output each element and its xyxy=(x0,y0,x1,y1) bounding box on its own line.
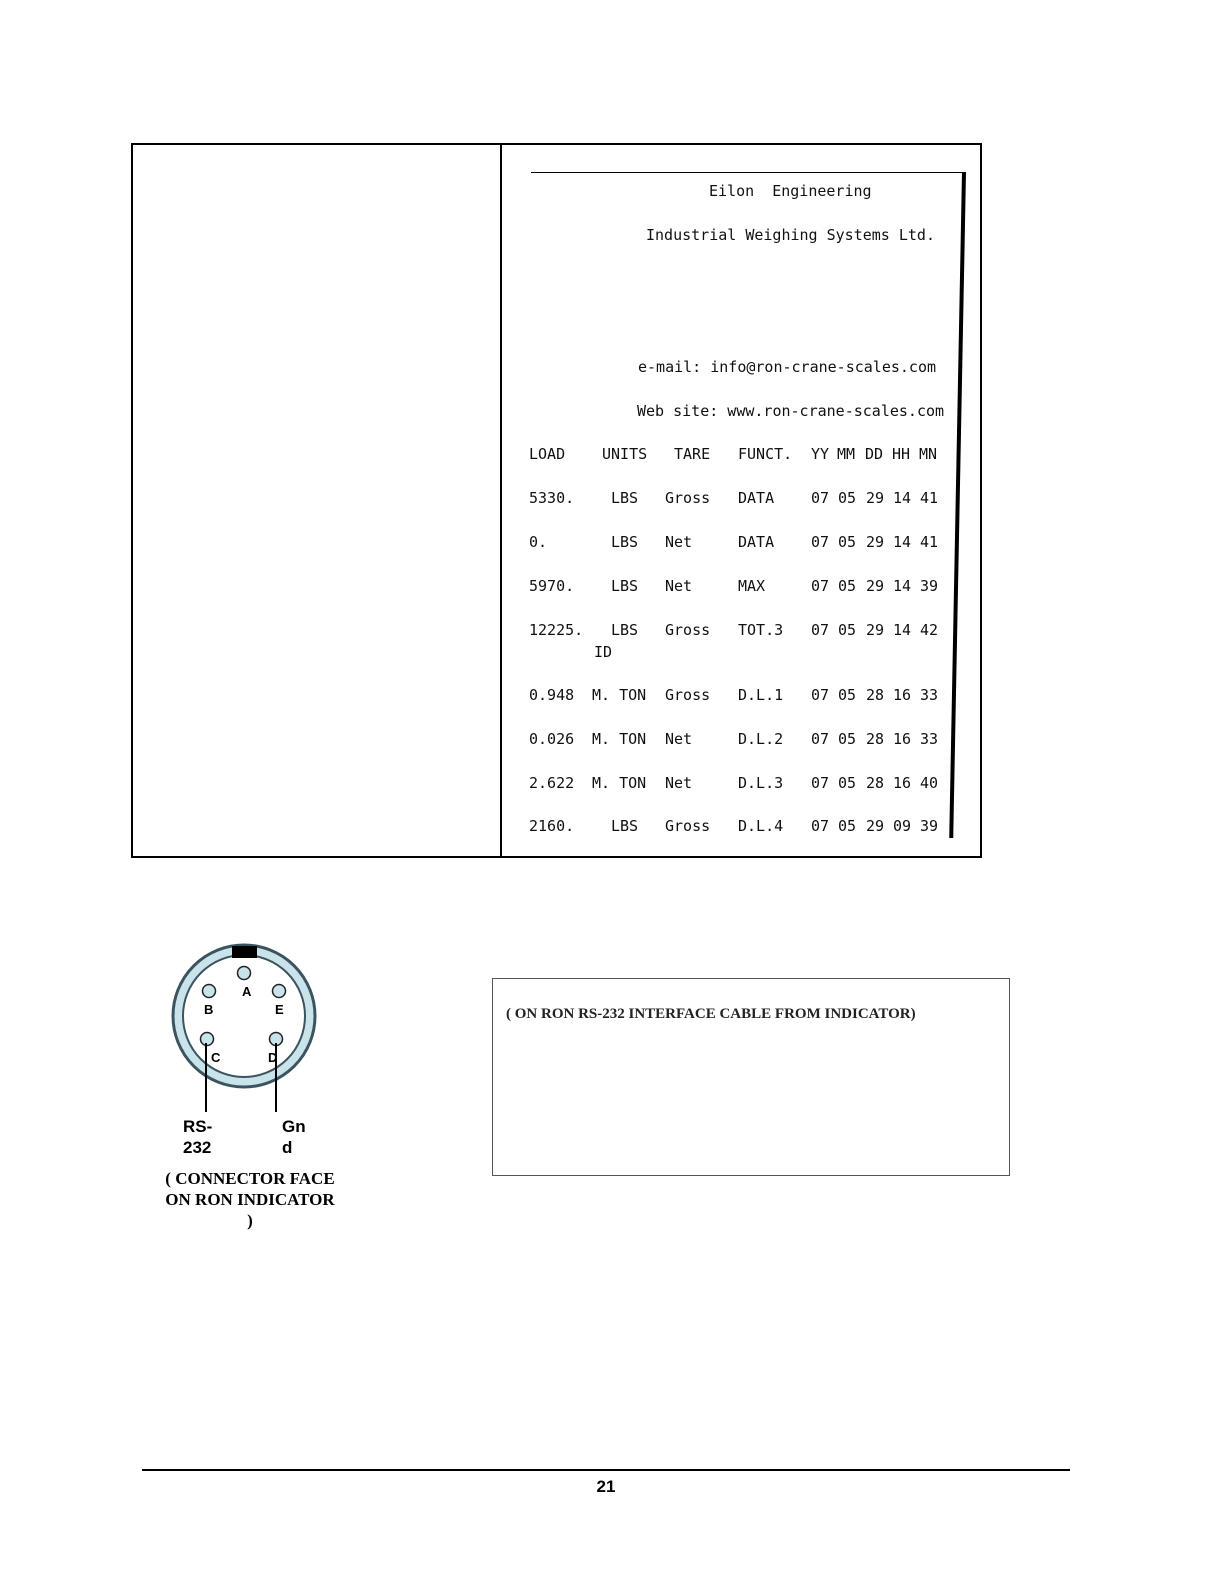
gnd-label-line2: d xyxy=(282,1138,293,1157)
printout-cell-mm: 05 xyxy=(838,817,857,835)
printout-cell-load: 0. xyxy=(529,533,548,551)
printout-cell-yy: 07 xyxy=(811,774,830,792)
printout-company: Eilon Engineering xyxy=(709,182,872,200)
printout-cell-tare: Net xyxy=(665,730,693,748)
table-column-divider xyxy=(500,145,502,856)
printout-cell-mm: 05 xyxy=(838,533,857,551)
connector-caption xyxy=(150,1168,350,1231)
header-dd: DD xyxy=(865,445,884,463)
header-funct: FUNCT. xyxy=(738,445,793,463)
printout-cell-mn: 33 xyxy=(920,686,939,704)
printout-cell-mn: 41 xyxy=(920,489,939,507)
header-load: LOAD xyxy=(529,445,566,463)
printout-cell-yy: 07 xyxy=(811,730,830,748)
printout-cell-yy: 07 xyxy=(811,577,830,595)
printout-cell-dd: 28 xyxy=(866,686,885,704)
printout-cell-tare: Gross xyxy=(665,817,711,835)
printout-cell-load: 5330. xyxy=(529,489,575,507)
printout-cell-mm: 05 xyxy=(838,774,857,792)
pin-e-label: E xyxy=(275,1002,284,1017)
pin-a-label: A xyxy=(242,984,252,999)
printout-top-edge xyxy=(531,172,966,173)
printout-cell-tare: Net xyxy=(665,577,693,595)
printout-cell-units: M. TON xyxy=(592,730,647,748)
header-tare: TARE xyxy=(674,445,711,463)
rs232-label-line1: RS- xyxy=(183,1117,213,1136)
pin-b xyxy=(203,985,216,998)
printout-cell-dd: 29 xyxy=(866,817,885,835)
printout-cell-dd: 28 xyxy=(866,730,885,748)
printout-cell-dd: 29 xyxy=(866,533,885,551)
page-number: 21 xyxy=(596,1477,616,1496)
printout-cell-units: M. TON xyxy=(592,686,647,704)
printout-cell-yy: 07 xyxy=(811,489,830,507)
printout-cell-funct: D.L.2 xyxy=(738,730,784,748)
printout-cell-tare: Gross xyxy=(665,489,711,507)
rs232-label-line2: 232 xyxy=(183,1138,212,1157)
printout-cell-funct: MAX xyxy=(738,577,766,595)
printout-cell-load: 2160. xyxy=(529,817,575,835)
printout-cell-mm: 05 xyxy=(838,686,857,704)
printout-cell-mn: 39 xyxy=(920,817,939,835)
printout-cell-hh: 16 xyxy=(893,730,912,748)
cable-box-label: ( ON RON RS-232 INTERFACE CABLE FROM INDICATOR) xyxy=(506,1006,916,1022)
printout-cell-funct: TOT.3 xyxy=(738,621,784,639)
printout-cell-units: LBS xyxy=(611,489,639,507)
printout-cell-load: 12225. xyxy=(529,621,584,639)
printout-cell-hh: 14 xyxy=(893,489,912,507)
printout-cell-extra: ID xyxy=(594,643,613,661)
header-mm: MM xyxy=(837,445,856,463)
printout-cell-load: 5970. xyxy=(529,577,575,595)
printout-cell-yy: 07 xyxy=(811,621,830,639)
printout-right-edge xyxy=(949,172,966,838)
printout-cell-funct: D.L.4 xyxy=(738,817,784,835)
printout-cell-hh: 14 xyxy=(893,533,912,551)
header-hh: HH xyxy=(892,445,911,463)
printout-cell-tare: Net xyxy=(665,533,693,551)
gnd-label-line1: Gn xyxy=(282,1117,306,1136)
printout-cell-mm: 05 xyxy=(838,489,857,507)
printout-cell-tare: Net xyxy=(665,774,693,792)
connector-diagram xyxy=(150,940,350,1160)
connector-caption-line3: ) xyxy=(247,1211,253,1230)
printout-cell-load: 0.948 xyxy=(529,686,575,704)
printout-cell-mm: 05 xyxy=(838,621,857,639)
printout-website: Web site: www.ron-crane-scales.com xyxy=(637,402,945,420)
printout-cell-load: 2.622 xyxy=(529,774,575,792)
printout-cell-yy: 07 xyxy=(811,817,830,835)
header-units: UNITS xyxy=(602,445,648,463)
header-mn: MN xyxy=(919,445,938,463)
printout-cell-units: LBS xyxy=(611,533,639,551)
printout-cell-mn: 39 xyxy=(920,577,939,595)
printout-cell-hh: 14 xyxy=(893,621,912,639)
printout-cell-units: LBS xyxy=(611,817,639,835)
printout-cell-dd: 29 xyxy=(866,621,885,639)
printout-subtitle: Industrial Weighing Systems Ltd. xyxy=(646,226,935,244)
printout-cell-hh: 14 xyxy=(893,577,912,595)
printout-cell-yy: 07 xyxy=(811,686,830,704)
printout-cell-mn: 33 xyxy=(920,730,939,748)
printout-cell-units: M. TON xyxy=(592,774,647,792)
printout-cell-units: LBS xyxy=(611,577,639,595)
printout-image xyxy=(529,170,971,838)
printout-cell-mn: 42 xyxy=(920,621,939,639)
printout-cell-hh: 16 xyxy=(893,774,912,792)
printout-cell-hh: 09 xyxy=(893,817,912,835)
printout-cell-dd: 29 xyxy=(866,577,885,595)
printout-cell-funct: D.L.3 xyxy=(738,774,784,792)
footer-rule xyxy=(142,1469,1070,1471)
connector-key-notch xyxy=(232,946,257,958)
printout-cell-funct: DATA xyxy=(738,533,775,551)
connector-caption-line2: ON RON INDICATOR xyxy=(165,1190,335,1209)
printout-cell-mm: 05 xyxy=(838,577,857,595)
printout-cell-yy: 07 xyxy=(811,533,830,551)
printout-cell-mn: 40 xyxy=(920,774,939,792)
printout-cell-tare: Gross xyxy=(665,621,711,639)
pin-b-label: B xyxy=(204,1002,214,1017)
printout-cell-load: 0.026 xyxy=(529,730,575,748)
printout-cell-tare: Gross xyxy=(665,686,711,704)
printout-cell-units: LBS xyxy=(611,621,639,639)
printout-cell-funct: D.L.1 xyxy=(738,686,784,704)
printout-email: e-mail: info@ron-crane-scales.com xyxy=(638,358,937,376)
pin-c-label: C xyxy=(211,1050,221,1065)
printout-cell-mn: 41 xyxy=(920,533,939,551)
printout-cell-mm: 05 xyxy=(838,730,857,748)
printout-cell-hh: 16 xyxy=(893,686,912,704)
pin-a xyxy=(238,967,251,980)
printout-cell-dd: 29 xyxy=(866,489,885,507)
pin-e xyxy=(273,985,286,998)
printout-cell-dd: 28 xyxy=(866,774,885,792)
pin-d-label: D xyxy=(268,1050,278,1065)
connector-caption-line1: ( CONNECTOR FACE xyxy=(165,1169,335,1188)
printout-cell-funct: DATA xyxy=(738,489,775,507)
header-yy: YY xyxy=(811,445,830,463)
cable-box xyxy=(492,978,1010,1176)
